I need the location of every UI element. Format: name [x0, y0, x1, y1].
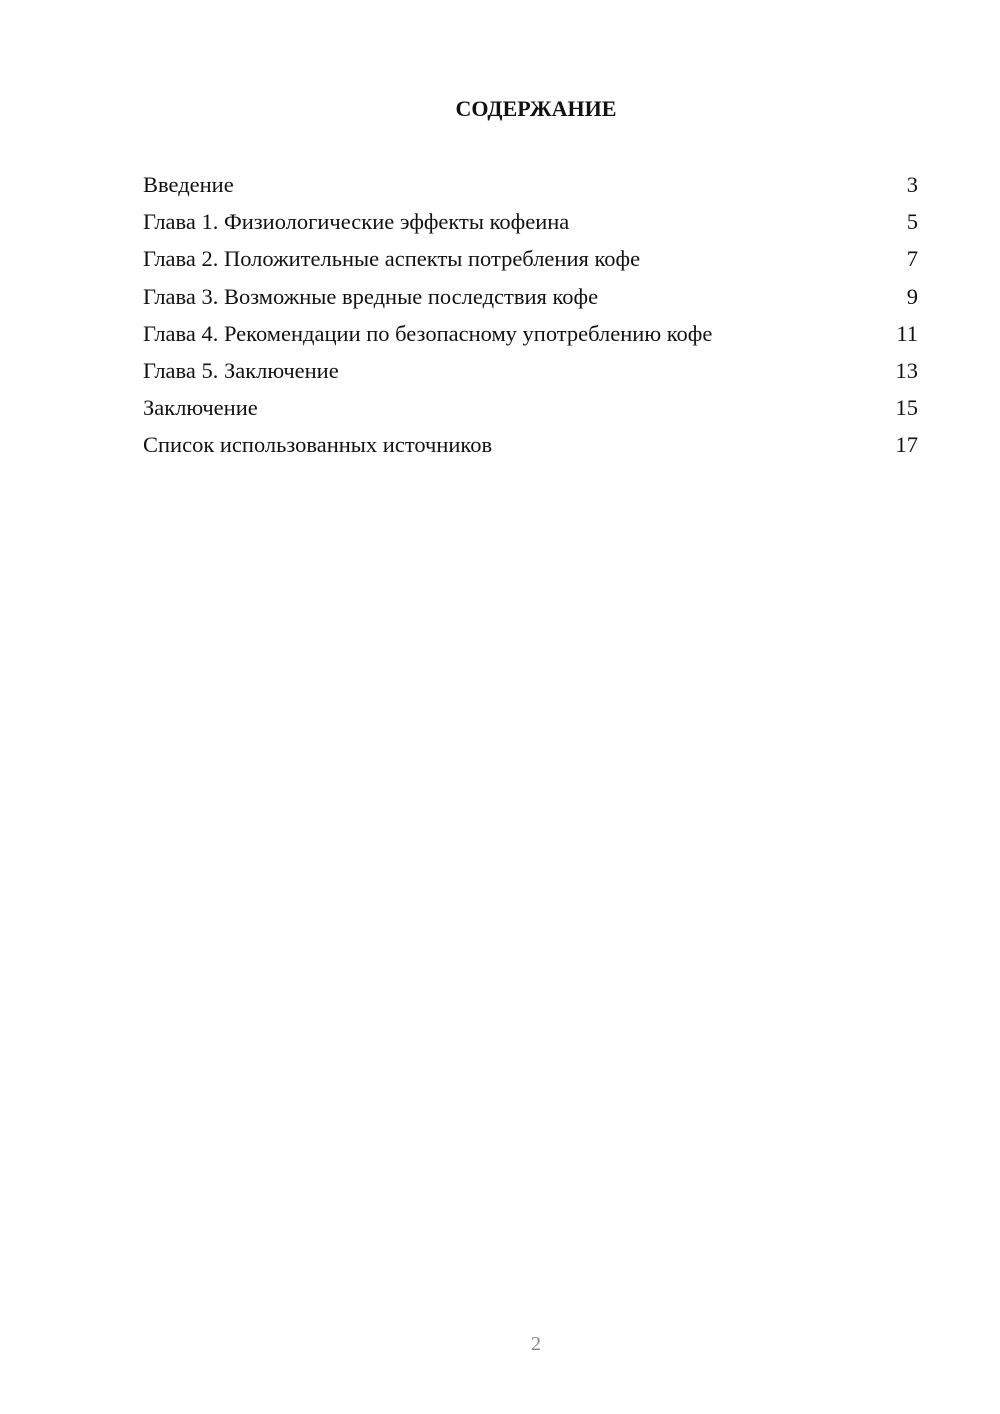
toc-entry-page: 15 [895, 395, 918, 421]
toc-entry-label: Введение [143, 172, 234, 197]
toc-entry-page: 9 [906, 283, 918, 309]
toc-entry-page: 13 [895, 357, 918, 383]
toc-entry-label: Глава 3. Возможные вредные последствия кофе [143, 283, 599, 309]
toc-entry-label: Заключение [143, 395, 258, 421]
toc-entry-label: Глава 5. Заключение [143, 357, 339, 383]
toc-entry[interactable] [143, 356, 918, 393]
page-title: СОДЕРЖАНИЕ [455, 96, 617, 121]
toc-entry-page: 17 [895, 432, 918, 458]
toc-entry[interactable] [143, 244, 918, 281]
toc-entry[interactable] [143, 282, 918, 319]
toc-entry-label: Глава 4. Рекомендации по безопасному употреблению кофе [143, 320, 713, 346]
toc-entry[interactable] [143, 207, 918, 244]
toc-entry-page: 7 [906, 246, 918, 272]
toc-entry[interactable] [143, 393, 918, 430]
toc-entry[interactable] [143, 430, 918, 467]
toc-entry[interactable] [143, 170, 918, 207]
toc-entry[interactable] [143, 319, 918, 356]
toc-entry-label: Список использованных источников [143, 432, 493, 458]
toc-entry-page: 5 [906, 209, 918, 235]
toc-entry-label: Глава 1. Физиологические эффекты кофеина [143, 209, 570, 235]
page-number: 2 [531, 1333, 541, 1355]
toc-entry-page: 11 [896, 320, 918, 346]
toc-entry-page: 3 [906, 172, 918, 197]
table-of-contents [143, 170, 918, 468]
toc-entry-label: Глава 2. Положительные аспекты потребления кофе [143, 246, 641, 272]
